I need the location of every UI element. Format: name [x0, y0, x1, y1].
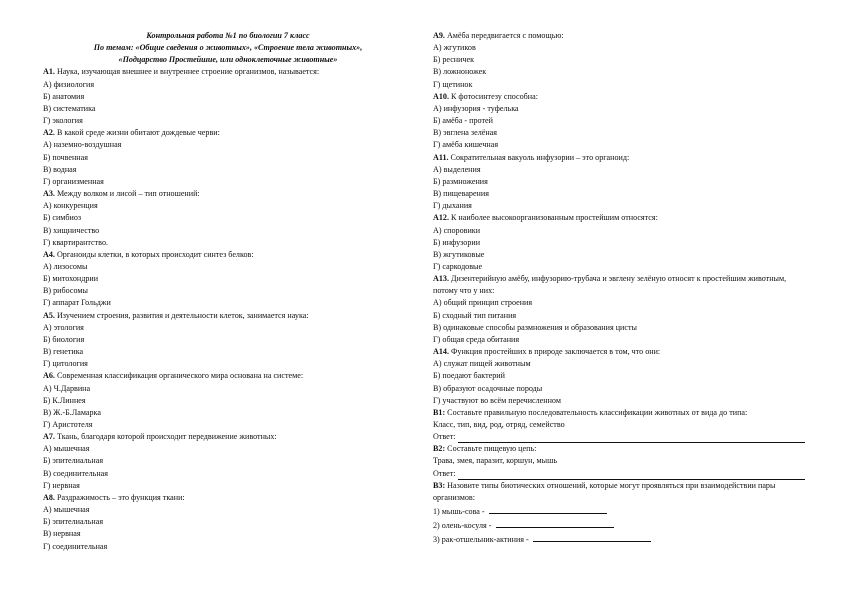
task-b1-answer-row — [433, 431, 805, 443]
title-line-1: Контрольная работа №1 по биологии 7 класс — [146, 31, 310, 40]
answer-option[interactable]: А) мышечная — [43, 444, 90, 454]
answer-option[interactable]: Г) участвуют во всём перечисленном — [433, 395, 561, 405]
task-b1-text — [433, 407, 805, 419]
answer-option[interactable]: Г) саркодовые — [433, 261, 483, 271]
answer-option[interactable]: Г) общая среда обитания — [433, 334, 520, 344]
task-b3-prompt: Назовите типы биотических отношений, которые могут проявляться при взаимодействии пары организмов: — [433, 480, 776, 502]
question-text — [43, 188, 413, 200]
task-b1-items: Класс, тип, вид, род, отряд, семейство — [433, 420, 565, 429]
task-b1 — [433, 407, 805, 443]
question-number: А12. — [433, 213, 449, 223]
task-b1-answer-line[interactable] — [458, 433, 805, 443]
task-b3-pair-1 — [433, 504, 805, 518]
question-number: А4. — [43, 249, 55, 259]
answer-option[interactable]: Г) нервная — [43, 480, 80, 490]
question-text — [433, 273, 805, 297]
pair-answer-line[interactable] — [496, 518, 614, 528]
question-text — [43, 249, 413, 261]
question-prompt: Амёба передвигается с помощью: — [446, 31, 564, 40]
answer-option[interactable]: Б) биология — [43, 334, 85, 344]
answer-option[interactable]: А) выделения — [433, 164, 481, 174]
task-b3-text — [433, 480, 805, 504]
answer-option[interactable]: А) физиология — [43, 79, 95, 89]
question-text — [433, 346, 805, 358]
task-b1-prompt: Составьте правильную последовательность классификации животных от вида до типа: — [447, 407, 748, 417]
question — [43, 431, 413, 492]
question-number: А6. — [43, 371, 55, 381]
question-number: А7. — [43, 432, 55, 442]
pair-label: 2) олень-косуля - — [433, 521, 492, 531]
answer-option[interactable]: А) жгутиков — [433, 43, 476, 53]
right-question-list — [433, 30, 805, 407]
question — [43, 188, 413, 249]
pair-answer-line[interactable] — [489, 504, 607, 514]
answer-option[interactable]: Б) эпителиальная — [43, 517, 104, 527]
question-prompt: Современная классификация органического мира основана на системе: — [56, 371, 304, 381]
answer-option[interactable]: Б) поедают бактерий — [433, 371, 505, 381]
task-b2-prompt: Составьте пищевую цепь: — [447, 444, 537, 454]
answer-option[interactable]: В) образуют осадочные породы — [433, 383, 543, 393]
task-b2-answer-row — [433, 468, 805, 480]
question-prompt: Изучением строения, развития и деятельности клеток, занимается наука: — [56, 310, 309, 320]
question — [43, 492, 413, 553]
question-text — [433, 30, 805, 42]
task-b2 — [433, 443, 805, 479]
question — [433, 212, 805, 273]
task-b2-answer-line[interactable] — [458, 470, 805, 480]
left-column — [43, 30, 413, 553]
question-prompt: Дизентерийную амёбу, инфузорию-трубача и эвглену зелёную относят к простейшим животным, потому что у них: — [433, 274, 787, 296]
answer-option[interactable]: В) Ж.-Б.Ламарка — [43, 407, 101, 417]
pair-answer-line[interactable] — [533, 532, 651, 542]
question — [43, 127, 413, 188]
answer-option[interactable]: А) наземно-воздушная — [43, 140, 122, 150]
question-prompt: Сократительная вакуоль инфузории – это органоид: — [450, 152, 630, 162]
answer-option[interactable]: А) инфузория - туфелька — [433, 103, 519, 113]
question — [433, 346, 805, 407]
question-text — [43, 66, 413, 78]
answer-option[interactable]: Г) амёба кишечная — [433, 140, 499, 150]
answer-option[interactable]: В) водная — [43, 164, 77, 174]
task-b3 — [433, 480, 805, 547]
question-prompt: Органоиды клетки, в которых происходит синтез белков: — [56, 249, 254, 259]
question-text — [43, 127, 413, 139]
question-prompt: К фотосинтезу способна: — [451, 91, 538, 101]
answer-option[interactable]: Г) аппарат Гольджи — [43, 298, 111, 308]
question-number: А9. — [433, 31, 445, 40]
question-text — [43, 310, 413, 322]
answer-option[interactable]: Б) анатомия — [43, 91, 85, 101]
answer-option[interactable]: А) общий принцип строения — [433, 298, 533, 308]
answer-option[interactable]: В) хищничество — [43, 225, 100, 235]
question — [433, 30, 805, 91]
question-number: А3. — [43, 189, 55, 199]
question-number: А1. — [43, 67, 55, 77]
answer-option[interactable]: Б) митохондрии — [43, 274, 99, 284]
title-line-2: По темам: «Общие сведения о животных», «Строение тела животных», — [93, 43, 363, 53]
question-prompt: Наука, изучающая внешнее и внутреннее строение организмов, называется: — [56, 67, 320, 77]
task-b3-number: В3: — [433, 480, 446, 490]
answer-option[interactable]: А) Ч.Дарвина — [43, 383, 91, 393]
answer-option[interactable]: А) конкуренция — [43, 201, 98, 211]
question-text — [433, 91, 805, 103]
question — [433, 273, 805, 346]
left-question-list — [43, 66, 413, 552]
question-text — [43, 431, 413, 443]
answer-option[interactable]: Б) сходный тип питания — [433, 310, 517, 320]
answer-option[interactable]: Б) К.Линнея — [43, 395, 86, 405]
answer-option[interactable]: Г) дыхания — [433, 201, 472, 211]
answer-option[interactable]: Г) квартирантство. — [43, 237, 109, 247]
answer-option[interactable]: Б) эпителиальная — [43, 456, 104, 466]
title-line-3: «Подцарство Простейшие, или одноклеточные животные» — [118, 55, 338, 65]
question — [433, 91, 805, 152]
answer-label: Ответ: — [433, 468, 456, 478]
question-number: А10. — [433, 91, 449, 101]
answer-option[interactable]: В) эвглена зелёная — [433, 128, 497, 138]
question-number: А2. — [43, 128, 55, 138]
answer-option[interactable]: В) жгутиковые — [433, 249, 485, 259]
question — [43, 249, 413, 310]
task-b3-pair-3 — [433, 532, 805, 546]
answer-option[interactable]: А) служат пищей животным — [433, 359, 531, 369]
question-prompt: К наиболее высокоорганизованным простейшим относятся: — [451, 213, 658, 223]
answer-option[interactable]: Б) инфузории — [433, 237, 481, 247]
answer-label: Ответ: — [433, 432, 456, 442]
question-text — [433, 152, 805, 164]
answer-option[interactable]: Г) организменная — [43, 176, 104, 186]
pair-label: 3) рак-отшельник-актиния - — [433, 535, 529, 545]
task-b3-pair-2 — [433, 518, 805, 532]
answer-option[interactable]: В) систематика — [43, 103, 96, 113]
question-number: А13. — [433, 274, 449, 284]
pair-label: 1) мышь-сова - — [433, 507, 485, 517]
answer-option[interactable]: Г) соединительная — [43, 541, 108, 551]
question-number: А5. — [43, 310, 55, 320]
task-b1-number: В1: — [433, 407, 446, 417]
question — [43, 310, 413, 371]
answer-option[interactable]: В) ложноножек — [433, 67, 487, 77]
answer-option[interactable]: Г) Аристотеля — [43, 420, 93, 429]
answer-option[interactable]: В) соединительная — [43, 468, 108, 478]
answer-option[interactable]: В) одинаковые способы размножения и образования цисты — [433, 322, 637, 332]
answer-option[interactable]: В) нервная — [43, 529, 81, 539]
answer-option[interactable]: Б) ресничек — [433, 55, 475, 65]
question-number: А11. — [433, 152, 449, 162]
task-b2-items: Трава, змея, паразит, коршун, мышь — [433, 456, 558, 466]
answer-option[interactable]: А) этология — [43, 322, 84, 332]
answer-option[interactable]: Б) симбиоз — [43, 213, 82, 223]
answer-option[interactable]: Г) экология — [43, 116, 83, 126]
right-column — [433, 30, 805, 547]
question-prompt: В какой среде жизни обитают дождевые черви: — [56, 128, 220, 138]
answer-option[interactable]: В) рибосомы — [43, 286, 88, 296]
answer-option[interactable]: А) лизосомы — [43, 261, 88, 271]
question — [43, 370, 413, 431]
question-prompt: Между волком и лисой – тип отношений: — [56, 189, 200, 199]
answer-option[interactable]: Б) размножения — [433, 176, 488, 186]
question — [43, 66, 413, 127]
question-text — [43, 492, 413, 504]
answer-option[interactable]: В) генетика — [43, 347, 84, 357]
task-b2-text — [433, 443, 805, 455]
answer-option[interactable]: А) споровики — [433, 225, 481, 235]
question-text — [433, 212, 805, 224]
question-number: А8. — [43, 492, 55, 502]
question-prompt: Функция простейших в природе заключается в том, что они: — [451, 347, 661, 357]
question — [433, 152, 805, 213]
answer-option[interactable]: Г) цитология — [43, 359, 88, 369]
question-text — [43, 370, 413, 382]
answer-option[interactable]: Г) щетинок — [433, 79, 473, 89]
answer-option[interactable]: Б) амёба - протей — [433, 116, 493, 126]
task-b2-number: В2: — [433, 444, 446, 454]
question-prompt: Раздражимость – это функция ткани: — [56, 492, 185, 502]
answer-option[interactable]: А) мышечная — [43, 505, 90, 515]
question-prompt: Ткань, благодаря которой происходит передвижение животных: — [56, 432, 277, 442]
answer-option[interactable]: В) пищеварения — [433, 189, 489, 199]
question-number: А14. — [433, 347, 449, 357]
answer-option[interactable]: Б) почвенная — [43, 152, 88, 162]
